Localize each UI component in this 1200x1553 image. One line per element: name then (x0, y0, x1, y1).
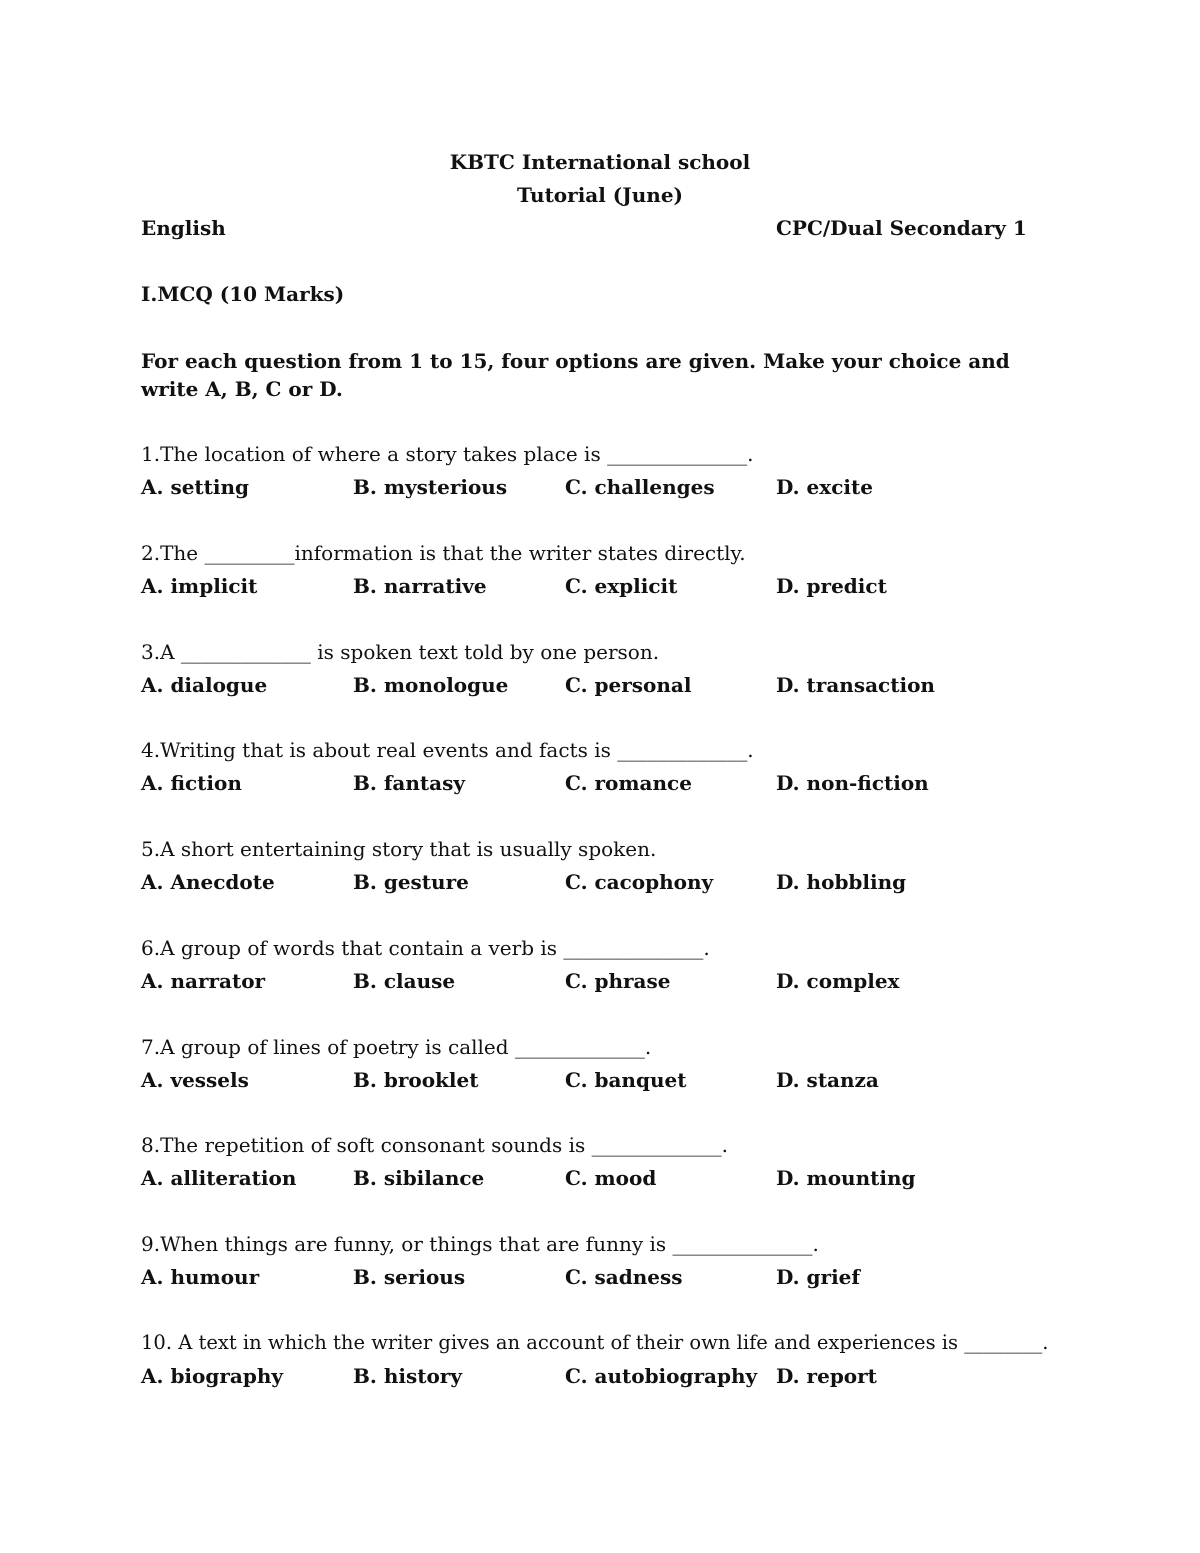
tutorial-title: Tutorial (June) (516, 183, 683, 207)
option-b: B. gesture (353, 870, 469, 894)
question-9 (141, 1232, 1061, 1302)
option-a: A. Anecdote (141, 870, 275, 894)
option-b: B. fantasy (353, 771, 466, 795)
question-1 (141, 442, 1061, 512)
option-d: D. grief (776, 1265, 861, 1289)
question-4 (141, 738, 1061, 808)
option-b: B. brooklet (353, 1068, 479, 1092)
question-6 (141, 936, 1061, 1006)
question-7 (141, 1035, 1061, 1105)
option-d: D. mounting (776, 1166, 916, 1190)
option-a: A. fiction (141, 771, 242, 795)
option-d: D. hobbling (776, 870, 907, 894)
option-b: B. serious (353, 1265, 466, 1289)
option-b: B. mysterious (353, 475, 508, 499)
class-label: CPC/Dual Secondary 1 (776, 216, 1027, 240)
option-a: A. implicit (141, 574, 258, 598)
section-title: I.MCQ (10 Marks) (141, 282, 345, 306)
option-c: C. explicit (565, 574, 678, 598)
option-d: D. excite (776, 475, 873, 499)
question-text: 4.Writing that is about real events and facts is _____________. (141, 738, 754, 762)
option-d: D. stanza (776, 1068, 879, 1092)
option-b: B. clause (353, 969, 456, 993)
option-d: D. transaction (776, 673, 935, 697)
question-text: 1.The location of where a story takes place is ______________. (141, 442, 754, 466)
question-2 (141, 541, 1061, 611)
subject-label: English (141, 216, 226, 240)
option-c: C. banquet (565, 1068, 687, 1092)
option-b: B. monologue (353, 673, 509, 697)
question-3 (141, 640, 1061, 710)
option-c: C. personal (565, 673, 692, 697)
question-10 (141, 1331, 1061, 1401)
option-d: D. predict (776, 574, 887, 598)
option-d: D. non-fiction (776, 771, 929, 795)
question-text: 9.When things are funny, or things that are funny is ______________. (141, 1232, 819, 1256)
question-5 (141, 837, 1061, 907)
option-c: C. romance (565, 771, 692, 795)
option-a: A. humour (141, 1265, 260, 1289)
option-a: A. dialogue (141, 673, 268, 697)
question-text: 10. A text in which the writer gives an account of their own life and experiences is ________. (141, 1331, 1049, 1354)
option-a: A. narrator (141, 969, 266, 993)
option-d: D. report (776, 1364, 877, 1388)
option-c: C. phrase (565, 969, 671, 993)
instructions: For each question from 1 to 15, four options are given. Make your choice and write A, B, C or D. (141, 349, 1010, 401)
question-text: 3.A _____________ is spoken text told by one person. (141, 640, 660, 664)
option-c: C. mood (565, 1166, 657, 1190)
option-c: C. sadness (565, 1265, 683, 1289)
option-c: C. autobiography (565, 1364, 758, 1388)
option-a: A. biography (141, 1364, 283, 1388)
option-a: A. alliteration (141, 1166, 297, 1190)
option-b: B. narrative (353, 574, 487, 598)
option-b: B. history (353, 1364, 462, 1388)
question-8 (141, 1133, 1061, 1203)
school-name: KBTC International school (449, 150, 751, 174)
question-text: 5.A short entertaining story that is usually spoken. (141, 837, 657, 861)
question-text: 2.The _________information is that the writer states directly. (141, 541, 746, 565)
question-text: 8.The repetition of soft consonant sounds is _____________. (141, 1133, 728, 1157)
question-text: 6.A group of words that contain a verb is ______________. (141, 936, 710, 960)
option-a: A. vessels (141, 1068, 249, 1092)
option-c: C. cacophony (565, 870, 714, 894)
option-b: B. sibilance (353, 1166, 485, 1190)
option-c: C. challenges (565, 475, 715, 499)
option-a: A. setting (141, 475, 250, 499)
option-d: D. complex (776, 969, 900, 993)
question-text: 7.A group of lines of poetry is called _____________. (141, 1035, 652, 1059)
